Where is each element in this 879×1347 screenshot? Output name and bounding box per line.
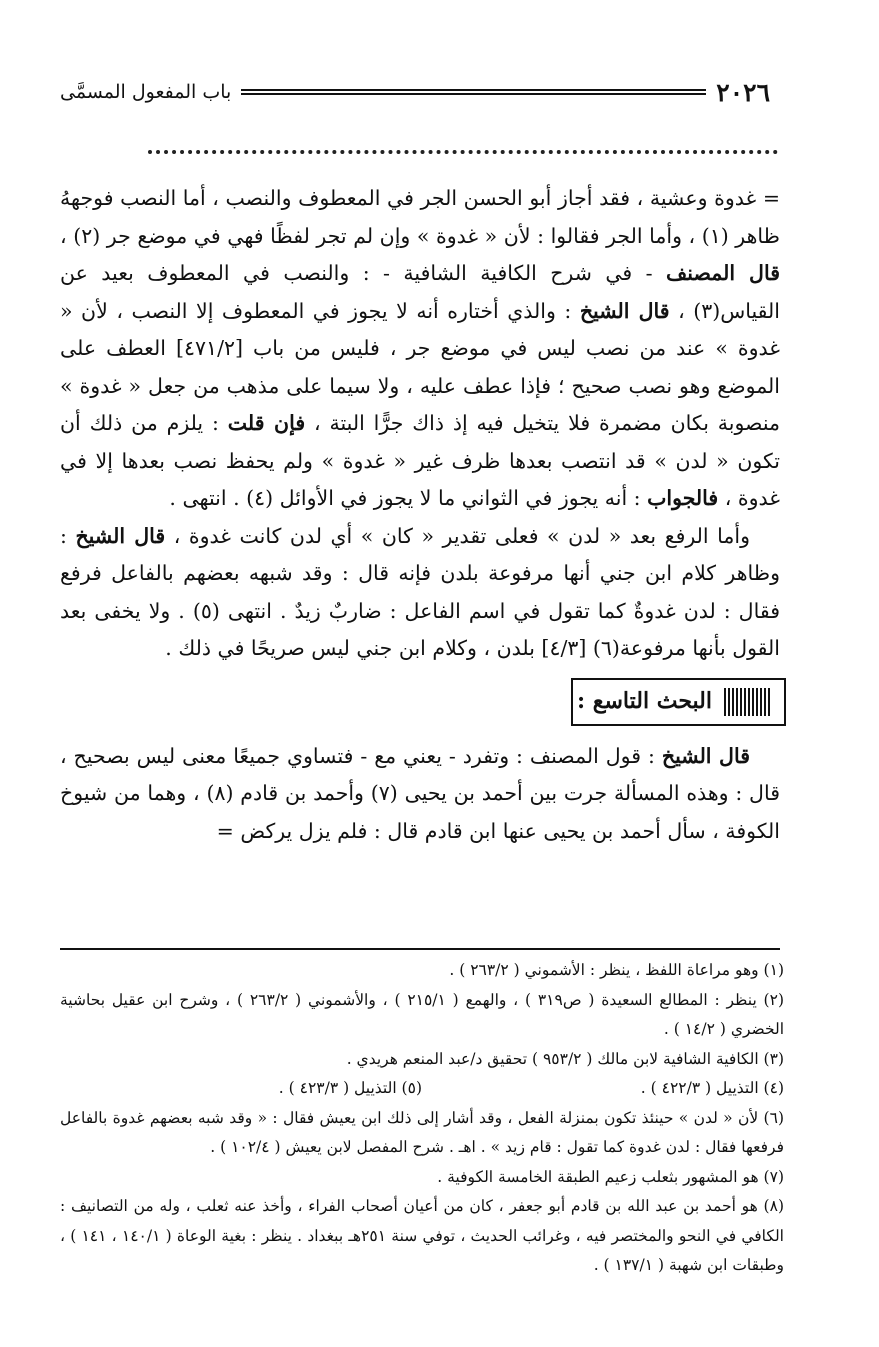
page-number: ٢٠٢٦ (716, 77, 770, 107)
text-run: (٧) (370, 781, 398, 805)
text-run: (٢) (73, 223, 101, 248)
footnotes (60, 956, 784, 1281)
text-run: (١) (701, 223, 729, 248)
text-run: وأما الرفع بعد « لدن » فعلى تقدير « كان » أي لدن كانت غدوة ، (165, 523, 750, 548)
dotted-separator (148, 150, 778, 154)
paragraph-1 (60, 180, 780, 518)
section-heading-row (60, 678, 786, 726)
header-rule (241, 89, 706, 95)
text-run: : قول المصنف : وتفرد - يعني مع - فتساوي جميعًا معنى ليس بصحيح ، قال : وهذه المسألة جرت بين أحمد بن يحيى (60, 743, 781, 805)
main-text (60, 180, 780, 850)
text-run: (٦) (592, 636, 620, 660)
text-run: : أنه يجوز في الثواني ما لا يجوز في الأوائل (273, 486, 648, 510)
text-run: [٤/٣] بلدن ، وكلام ابن جني ليس صريحًا في ذلك . (165, 636, 593, 660)
text-run: : والذي أختاره أنه لا يجوز في المعطوف إلا النصب ، لأن « غدوة » عند من نصب ليس في موضع جر ، فليس من باب [٤٧١/٢] العطف على الموضع وهو نصب صحيح ؛ فإذا عطف عليه ، ولا سيما على مذهب من جعل « غدوة » منصوبة بكان مضمرة فلا يتخيل فيه إذ ذاك جرًّا البتة ، (60, 298, 781, 435)
text-run: ، وهما من شيوخ الكوفة ، سأل أحمد بن يحيى عنها ابن قادم قال : فلم يزل يركض = (60, 781, 780, 843)
bold-phrase: قال الشيخ (579, 298, 670, 323)
chapter-title: باب المفعول المسمَّى (60, 81, 232, 103)
text-run: - في شرح الكافية الشافية - : والنصب في المعطوف بعيد عن القياس (60, 261, 780, 323)
footnote-5: (٥) التذييل ( ٤٢٣/٣ ) . (278, 1079, 422, 1097)
footnote-separator (60, 948, 780, 950)
text-run: : يلزم من ذلك أن تكون « لدن » قد انتصب بعدها ظرف غير « غدوة » ولم يحفظ نصب بعدها إلا في غدوة ، (60, 411, 780, 510)
text-run: (٥) (192, 598, 220, 623)
bold-phrase: قال الشيخ (75, 523, 166, 548)
paragraph-3 (60, 738, 780, 851)
text-run: ، (60, 223, 74, 248)
footnote-8: (٨) هو أحمد بن عبد الله بن قادم أبو جعفر ، كان من أعيان أصحاب الفراء ، وأخذ عنه ثعلب ، وله من التصانيف : الكافي في النحو والمختصر فيه ، وغرائب الحديث ، توفي سنة ٢٥١هـ ببغداد . ينظر : بغية الوعاة ( ١٤٠/١ ، ١٤١ ) ، وطبقات ابن شهبة ( ١٣٧/١ ) . (60, 1197, 784, 1274)
bold-phrase: قال المصنف (666, 261, 781, 285)
text-run: (٨) (206, 781, 234, 805)
footnote-6: (٦) لأن « لدن » حينئذ تكون بمنزلة الفعل ، وقد أشار إلى ذلك ابن يعيش فقال : « وقد شبه بعضهم غدوة بالفاعل فرفعها فقال : لدن غدوة كما تقول : قام زيد » . اهـ . شرح المفصل لابن يعيش ( ١٠٢/٤ ) . (60, 1108, 784, 1156)
footnote-3: (٣) الكافية الشافية لابن مالك ( ٩٥٣/٢ ) تحقيق د/عبد المنعم هريدي . (346, 1049, 784, 1068)
section-heading-box (571, 678, 786, 726)
page-header (60, 70, 770, 114)
footnote-4: (٤) التذييل ( ٤٢٢/٣ ) . (640, 1079, 784, 1097)
paragraph-2 (60, 518, 780, 668)
bold-phrase: فالجواب (647, 486, 719, 510)
text-run: . ولا يخفى بعد القول بأنها مرفوعة (60, 598, 780, 660)
heading-bars-ornament (724, 688, 772, 716)
text-run: ، (669, 298, 694, 323)
text-run: وأحمد بن قادم (233, 781, 371, 805)
text-run: = غدوة وعشية ، فقد أجاز أبو الحسن الجر في المعطوف والنصب ، أما النصب فوجههُ ظاهر (60, 186, 780, 248)
text-run: : وظاهر كلام ابن جني أنها مرفوعة بلدن فإنه قال : وقد شبهه بعضهم بالفاعل فرفع فقال : لدن غدوةٌ كما تقول في اسم الفاعل : ضاربٌ زيدٌ . انتهى (60, 523, 780, 623)
footnote-2: (٢) ينظر : المطالع السعيدة ( ص٣١٩ ) ، والهمع ( ٢١٥/١ ) ، والأشموني ( ٢٦٣/٢ ) ، وشرح ابن عقيل بحاشية الخضري ( ١٤/٢ ) . (60, 990, 784, 1038)
footnote-row-4-5 (60, 1074, 784, 1104)
text-run: (٤) (246, 486, 274, 510)
text-run: (٣) (693, 298, 721, 323)
text-run: . انتهى . (169, 486, 247, 510)
footnote-7: (٧) هو المشهور بثعلب زعيم الطبقة الخامسة الكوفية . (437, 1167, 784, 1186)
footnote-1: (١) وهو مراعاة اللفظ ، ينظر : الأشموني ( ٢٦٣/٢ ) . (449, 961, 784, 979)
bold-phrase: فإن قلت (227, 411, 306, 435)
section-heading: البحث التاسع : (577, 687, 712, 714)
bold-phrase: قال الشيخ (661, 743, 750, 768)
text-run: ، وأما الجر فقالوا : لأن « غدوة » وإن لم تجر لفظًا فهي في موضع جر (100, 223, 702, 248)
